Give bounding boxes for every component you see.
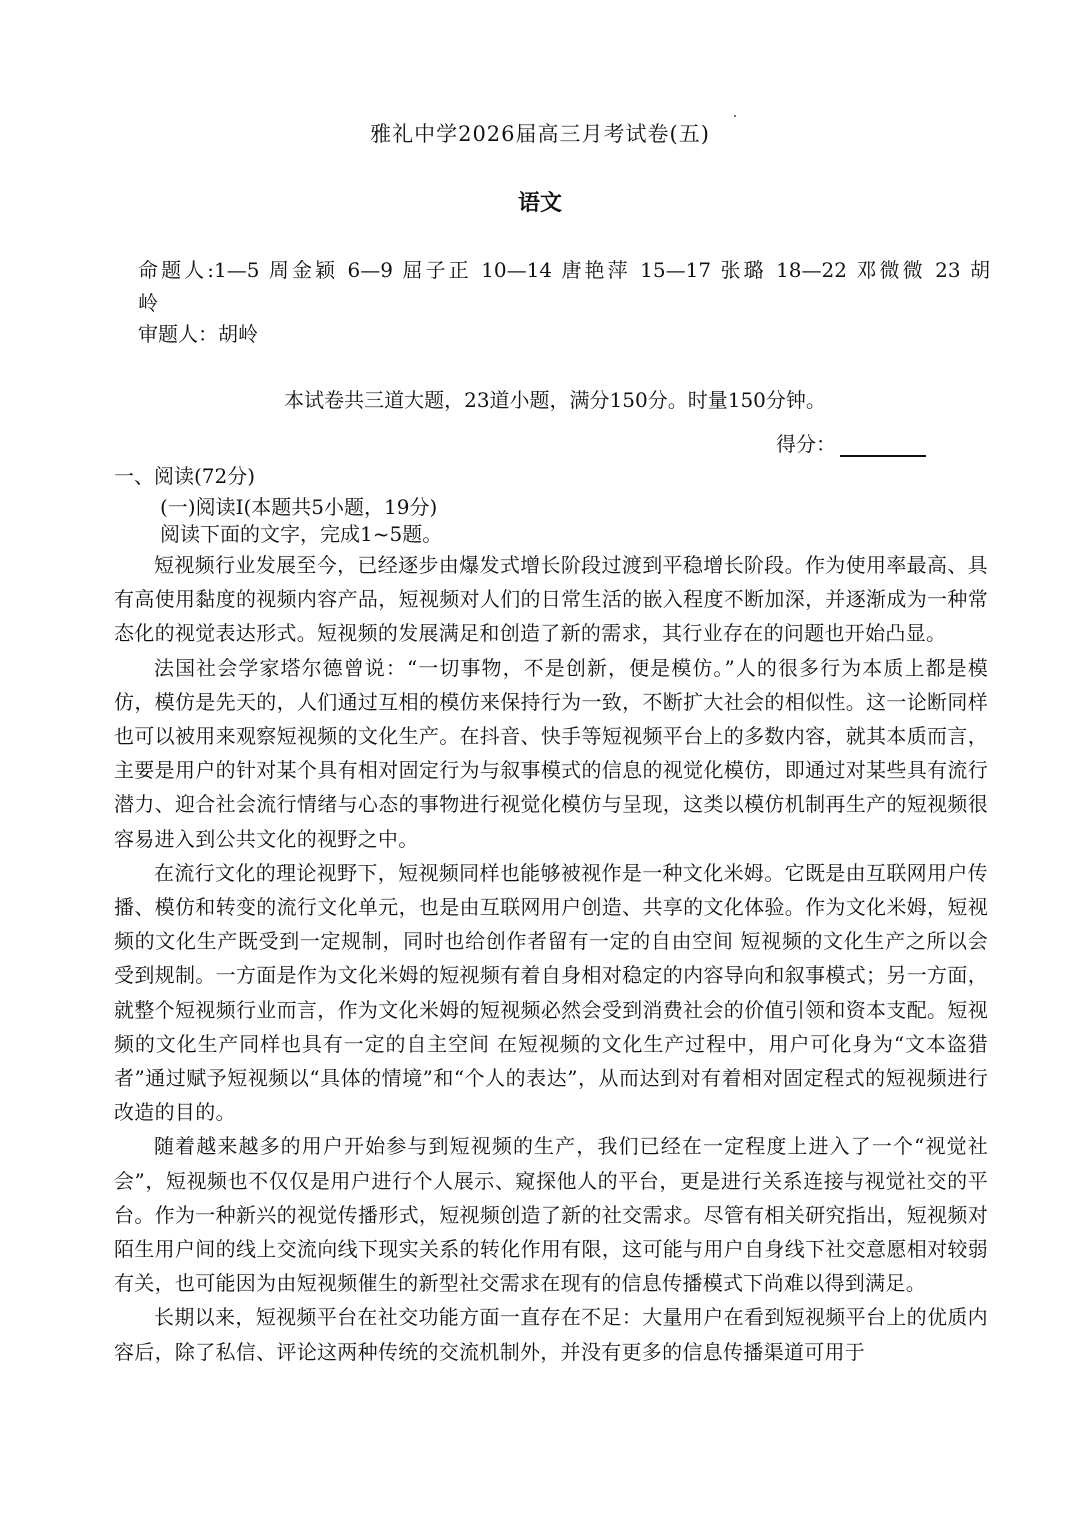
exam-title: 雅礼中学2026届高三月考试卷(五) — [370, 122, 710, 146]
reading-passage — [114, 548, 988, 1369]
passage-paragraph: 在流行文化的理论视野下，短视频同样也能够被视作是一种文化米姆。它既是由互联网用户传播、模仿和转变的流行文化单元，也是由互联网用户创造、共享的文化体验。作为文化米姆，短视频的文化生产既受到一定规制，同时也给创作者留有一定的自由空间 短视频的文化生产之所以会受到规制。一方面是作为文化米姆的短视频有着自身相对稳定的内容导向和叙事模式；另一方面，就整个短视频行业而言，作为文化米姆的短视频必然会受到消费社会的价值引领和资本支配。短视频的文化生产同样也具有一定的自主空间 在短视频的文化生产过程中，用户可化身为“文本盗猎者”通过赋予短视频以“具体的情境”和“个人的表达”，从而达到对有着相对固定程式的短视频进行改造的目的。 — [114, 860, 988, 1125]
score-label: 得分： — [776, 432, 836, 456]
reading-instruction: 阅读下面的文字，完成1~5题。 — [160, 522, 443, 546]
section-heading: 一、阅读(72分) — [114, 464, 256, 488]
authors-block — [138, 254, 990, 320]
reviewer: 审题人：胡岭 — [138, 322, 258, 346]
authors-line: 命题人:1—5 周金颖 6—9 屈子正 10—14 唐艳萍 15—17 张璐 18—22 邓微微 23 胡 — [138, 258, 990, 282]
exam-notice: 本试卷共三道大题，23道小题，满分150分。时量150分钟。 — [284, 388, 826, 412]
subsection-heading: (一)阅读Ⅰ(本题共5小题，19分) — [160, 495, 438, 519]
passage-paragraph: 短视频行业发展至今，已经逐步由爆发式增长阶段过渡到平稳增长阶段。作为使用率最高、具有高使用黏度的视频内容产品，短视频对人们的日常生活的嵌入程度不断加深，并逐渐成为一种常态化的视觉表达形式。短视频的发展满足和创造了新的需求，其行业存在的问题也开始凸显。 — [114, 553, 988, 646]
passage-paragraph: 法国社会学家塔尔德曾说：“一切事物，不是创新，便是模仿。”人的很多行为本质上都是模仿，模仿是先天的，人们通过互相的模仿来保持行为一致，不断扩大社会的相似性。这一论断同样也可以被用来观察短视频的文化生产。在抖音、快手等短视频平台上的多数内容，就其本质而言，主要是用户的针对某个具有相对固定行为与叙事模式的信息的视觉化模仿，即通过对某些具有流行潜力、迎合社会流行情绪与心态的事物进行视觉化模仿与呈现，这类以模仿机制再生产的短视频很容易进入到公共文化的视野之中。 — [114, 655, 988, 851]
passage-paragraph: 随着越来越多的用户开始参与到短视频的生产，我们已经在一定程度上进入了一个“视觉社会”，短视频也不仅仅是用户进行个人展示、窥探他人的平台，更是进行关系连接与视觉社交的平台。作为一种新兴的视觉传播形式，短视频创造了新的社交需求。尽管有相关研究指出，短视频对陌生用户间的线上交流向线下现实关系的转化作用有限，这可能与用户自身线下社交意愿相对较弱有关，也可能因为由短视频催生的新型社交需求在现有的信息传播模式下尚难以得到满足。 — [114, 1134, 988, 1296]
score-blank — [840, 433, 926, 457]
subject-title: 语文 — [517, 190, 562, 216]
scan-speck — [734, 115, 736, 117]
authors-line-continuation: 岭 — [138, 291, 158, 315]
passage-paragraph: 长期以来，短视频平台在社交功能方面一直存在不足：大量用户在看到短视频平台上的优质内容后，除了私信、评论这两种传统的交流机制外，并没有更多的信息传播渠道可用于 — [114, 1305, 988, 1364]
score-field — [776, 428, 926, 457]
